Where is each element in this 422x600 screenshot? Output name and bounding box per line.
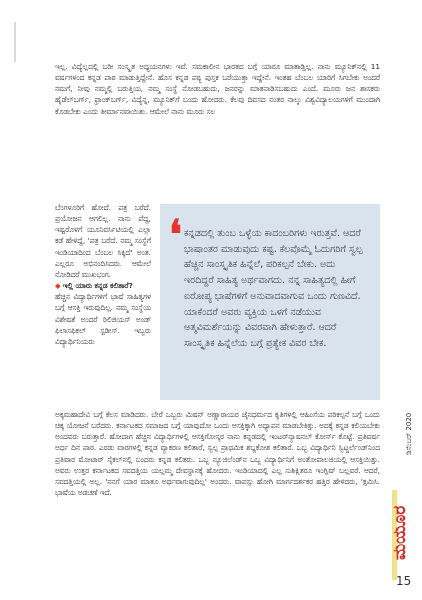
page-edge-mark (14, 22, 16, 62)
left-column-text: ಬೆಂಗಳೂರಿಗೆ ಹೋದೆ. ಪತ್ರ ಬರೆದೆ. ಪ್ರಯೋಜನ ಆಗಲಿಲ್ಲ. ನಾನು ಪೆದ್ದ, ಇಷ್ಟರೊಳಗೆ ಯೂನಿವರ್ಸಿಟಿಯಲ್ಲಿ ಎಲ್ಲಾ ಕಡೆ ಹೇಳಿದ್ದೆ, 'ಪತ್ರ ಬರೆದೆ. ನಮ್ಮ ಸಂಸ್ಥೆಗೆ ಇಂಡಿಯಾದಿಂದ ಬೆಂಬಲ ಸಿಕ್ಕಿದೆ' ಅಂತ. ಎಲ್ಲರೂ ಅಭಿನಂದಿಸಿದರು. ಆಮೇಲೆ ನೋಡಿದರೆ ಮುಖಭಂಗ. (55, 203, 151, 279)
question-subhead (55, 280, 151, 291)
page-number: 15 (396, 574, 412, 588)
diamond-bullet-icon: ◆ (55, 281, 61, 291)
pull-quote-text: ಕನ್ನಡದಲ್ಲಿ ತುಂಬ ಒಳ್ಳೆಯ ಕಾದಂಬರಿಗಳು ಇರುತ್ತವೆ. ಆದರೆ ಭಾಷಾಂತರ ಮಾಡುವುದು ಕಷ್ಟ. ಕೆಲವೊಮ್ಮೆ ಓದುಗರಿಗೆ ಸ್ವಲ್ಪ ಹೆಚ್ಚಿನ ಸಾಂಸ್ಕೃತಿಕ ಹಿನ್ನೆಲೆ, ಪರಿಕಲ್ಪನೆ ಬೇಕು. ಅದು ಇರದಿದ್ದರೆ ಸಾಹಿತ್ಯ ಅರ್ಥವಾಗದು. ನನ್ನ ಸಾಹಿತ್ಯದಲ್ಲಿ ಹೀಗೆ ಐರೋಪ್ಯ ಭಾಷೆಗಳಿಗೆ ಅನುವಾದವಾಗುವ ಒಂದು ಗುಣವಿದೆ. ಯಾಕೆಂದರೆ ಅವರು ವ್ಯಕ್ತಿಯ ಒಳಗೆ ನಡೆಯುವ ಆತ್ಮವಿಮರ್ಶೆಯನ್ನು ವಿವರವಾಗಿ ಹೇಳುತ್ತಾರೆ. ಆದರೆ ಸಾಂಸ್ಕೃತಿಕ ಹಿನ್ನೆಲೆಯ ಬಗ್ಗೆ ಪ್ರತ್ಯೇಕ ವಿವರ ಬೇಕ. (184, 228, 363, 349)
article-left-column (55, 202, 151, 347)
question-subhead-text: ಇಲ್ಲಿ ಯಾರು ಕನ್ನಡ ಕಲಿತಾರೆ? (62, 281, 133, 291)
left-column-answer-text: ಹೆಚ್ಚಿನ ವಿದ್ಯಾರ್ಥಿಗಳಿಗೆ ಭಾಷೆ ಸಾಹಿತ್ಯಗಳ ಬಗ್ಗೆ ಆಸಕ್ತಿ ಇರುವುದಿಲ್ಲ. ನಮ್ಮ ಸಂಸ್ಥೆಯ ವಿಶೇಷತೆ ಅಂದರೆ ರಿಲಿಜಿಯಸ್ ಅಂಡ್ ಫಿಲಾಸಫಿಕಲ್ ಸ್ಟಡೀಸ್. ಇಬ್ಬರು ವಿದ್ಯಾರ್ಥಿನಿಯರು (55, 292, 151, 346)
paragraph-top-text: ಇಲ್ಲ. ವಿದ್ಯೆಲ್ಲದಲ್ಲಿ ಬರೀ ಸಂಸ್ಕೃತ ಅಧ್ಯಯನಗಳು ಇವೆ. ಸಮಕಾಲೀನ ಭಾರತದ ಬಗ್ಗೆ ಯಾರೂ ಮಾತಾಡ್ತಿಲ್ಲ. ನಾನು ಮ್ಯೂನಿಕ್‌ನಲ್ಲಿ 11 ವರ್ಷಗಳಿಂದ ಕನ್ನಡ ಪಾಠ ಮಾಡುತ್ತಿದ್ದೇನೆ. ಹೊಸ ಕನ್ನಡ ಪಠ್ಯ ಪುಸ್ತಕ ಬರೆಯುತ್ತಾ ಇದ್ದೇನೆ. ಇಂತಹ ಬೆಂಬಲ ಯಾರಿಗೆ ಸಿಗಬೇಕು ಅಂದರೆ ನಮಗೆ, ನೀವು ನಮ್ಮಲ್ಲಿ ಬರುತ್ತಿಯ, ನಮ್ಮ ಸಂಸ್ಥೆ ನೋಡಬಹುದು, ಜನರನ್ನು ಮಾತನಾಡಿಸಬಹುದು ಎಂದೆ. ಮೂರು ಜನ ಶಾಸಕರು ಹೈಡೆಲ್‌ಬರ್ಗ್, ಫ್ರಾಂಕ್‌ಬರ್ಗ್, ವಿದ್ಯೆನ್ನ, ಮ್ಯೂನಿಕ್‌ಗೆ ಬಂದು ಹೋದರು. ಕೆಲವು ದಿವಸದ ನಂತರ ನಾಲ್ಕು ವಿಶ್ವವಿದ್ಯಾಲಯಗಳಿಗೆ ಮುಂದಾಗಿ ಕೊಡಬೇಕು ಎಂದು ತೀರ್ಮಾನವಾಯಿತು. ಆಮೇಲೆ ನಾನು ಮೂರು ಸಲ (55, 62, 380, 116)
quote-mark-icon: ❛ (169, 211, 182, 258)
magazine-masthead: ಮಯೂರ (390, 505, 410, 560)
paragraph-bottom-text: ಅಕ್ಕಮಹಾದೇವಿ ಬಗ್ಗೆ ಕೆಲಸ ಮಾಡಿದರು. ಬೇರೆ ಒಬ್ಬರು ಮಿಷನ್ ಅಣ್ಣಾರಾಯರ ಜೈನಧರ್ಮದ ಕೃತಿಗಳಲ್ಲಿ ಆಹಿಂಸೆಯ ಪರಿಕಲ್ಪನೆ ಬಗ್ಗೆ ಒಂದು ಚಿಕ್ಕ ಯೋಜನೆ ಬರೆದರು. ಕರ್ನಾಟಕದ ಸಮಾಜದ ಬಗ್ಗೆ ಯಾವುದೋ ಒಂದು ಆಸಕ್ತಿಕ್ಕಾಗಿ ಅಧ್ಯಾಪನ ಮಾಡಬೇಕಿತ್ತು. ಅದಕ್ಕೆ ಕನ್ನಡ ಕಲಿಯಬೇಕು ಅಂದವರು ಬರುತ್ತಾರೆ. ಹೋದಾಗ ಹೆಚ್ಚಿನ ವಿದ್ಯಾರ್ಥಿಗಳಲ್ಲಿ ಆಸಕ್ತಿಗೋಸ್ಕರ ನಾನು ಕನ್ನಡದಲ್ಲಿ ಇಂಟರ್‌ನ್ಯಾಷನಲ್ ಕೋರ್ಸ್ ಕೊಟ್ಟೆ. ಪ್ರತಿವರ್ಷ ಅರ್ಧ ದಿನ ಪಾಠ. ಎರಡು ವಾರಗಳಲ್ಲಿ ಕನ್ನಡ ವ್ಯಾಕರಣ ಕಲಿತಾರೆ, ಸ್ವಲ್ಪ ಪ್ರಾಥಮಿಕ ಶಬ್ದಕೋಶ ಕಲಿತಾರೆ. ಒಬ್ಬ ವಿದ್ಯಾರ್ಥಿನಿ ಸ್ವಿಟ್ಜರ್ಲೆಂಡ್‌ನಿಂದ ಪ್ರತಿವಾರ ಮೋಟಾರ್ ಸೈಕಲ್‌ನಲ್ಲಿ ಬಂದರು ಕನ್ನಡ ಕಲಿತರು. ಒಬ್ಬ ನ್ಯೂಜಿಲೆಂಡ್‌ನ ಒಬ್ಬ ವಿದ್ಯಾರ್ಥಿನಿಗೆ ಅಂತೋಪಾಲಜಿಯಲ್ಲಿ ಆಸಕ್ತಿಯಿತ್ತು. ಅವರು ಉತ್ತರ ಕರ್ನಾಟಕದ ಸವದತ್ತಿಯ ಯಲ್ಲಮ್ಮ ದೇವಸ್ಥಾನಕ್ಕೆ ಹೋದರು. ಇಂಡಿಯಾದಲ್ಲಿ ಎಲ್ಲ ಸುಶಿಕ್ಷಿತರೂ ಇಂಗ್ಲಿಷ್ ಬಲ್ಲವರೆ. ಆದರೆ, ಸವದತ್ತಿಯಲ್ಲಿ ಅಲ್ಲ. 'ನನಗೆ ಯಾರ ಮಾತೂ ಅರ್ಥವಾಗುವುದಿಲ್ಲ' ಅಂದರು. ವಾಪಸ್ಸು ಹೋಗಿ ಮಾರ್ಗದರ್ಶಕರ ಹತ್ತಿರ ಹೇಳಿದರು, 'ಕ್ಷಮಿಸಿ. ಭಾಷೆಯ ಅಡಚಣೆ ಇದೆ. (55, 410, 380, 498)
article-paragraph-top (55, 61, 380, 117)
article-paragraph-bottom (55, 409, 380, 498)
issue-date: ಡಿಸೆಂಬರ್ 2020 (405, 412, 413, 455)
pull-quote-box (160, 204, 380, 400)
